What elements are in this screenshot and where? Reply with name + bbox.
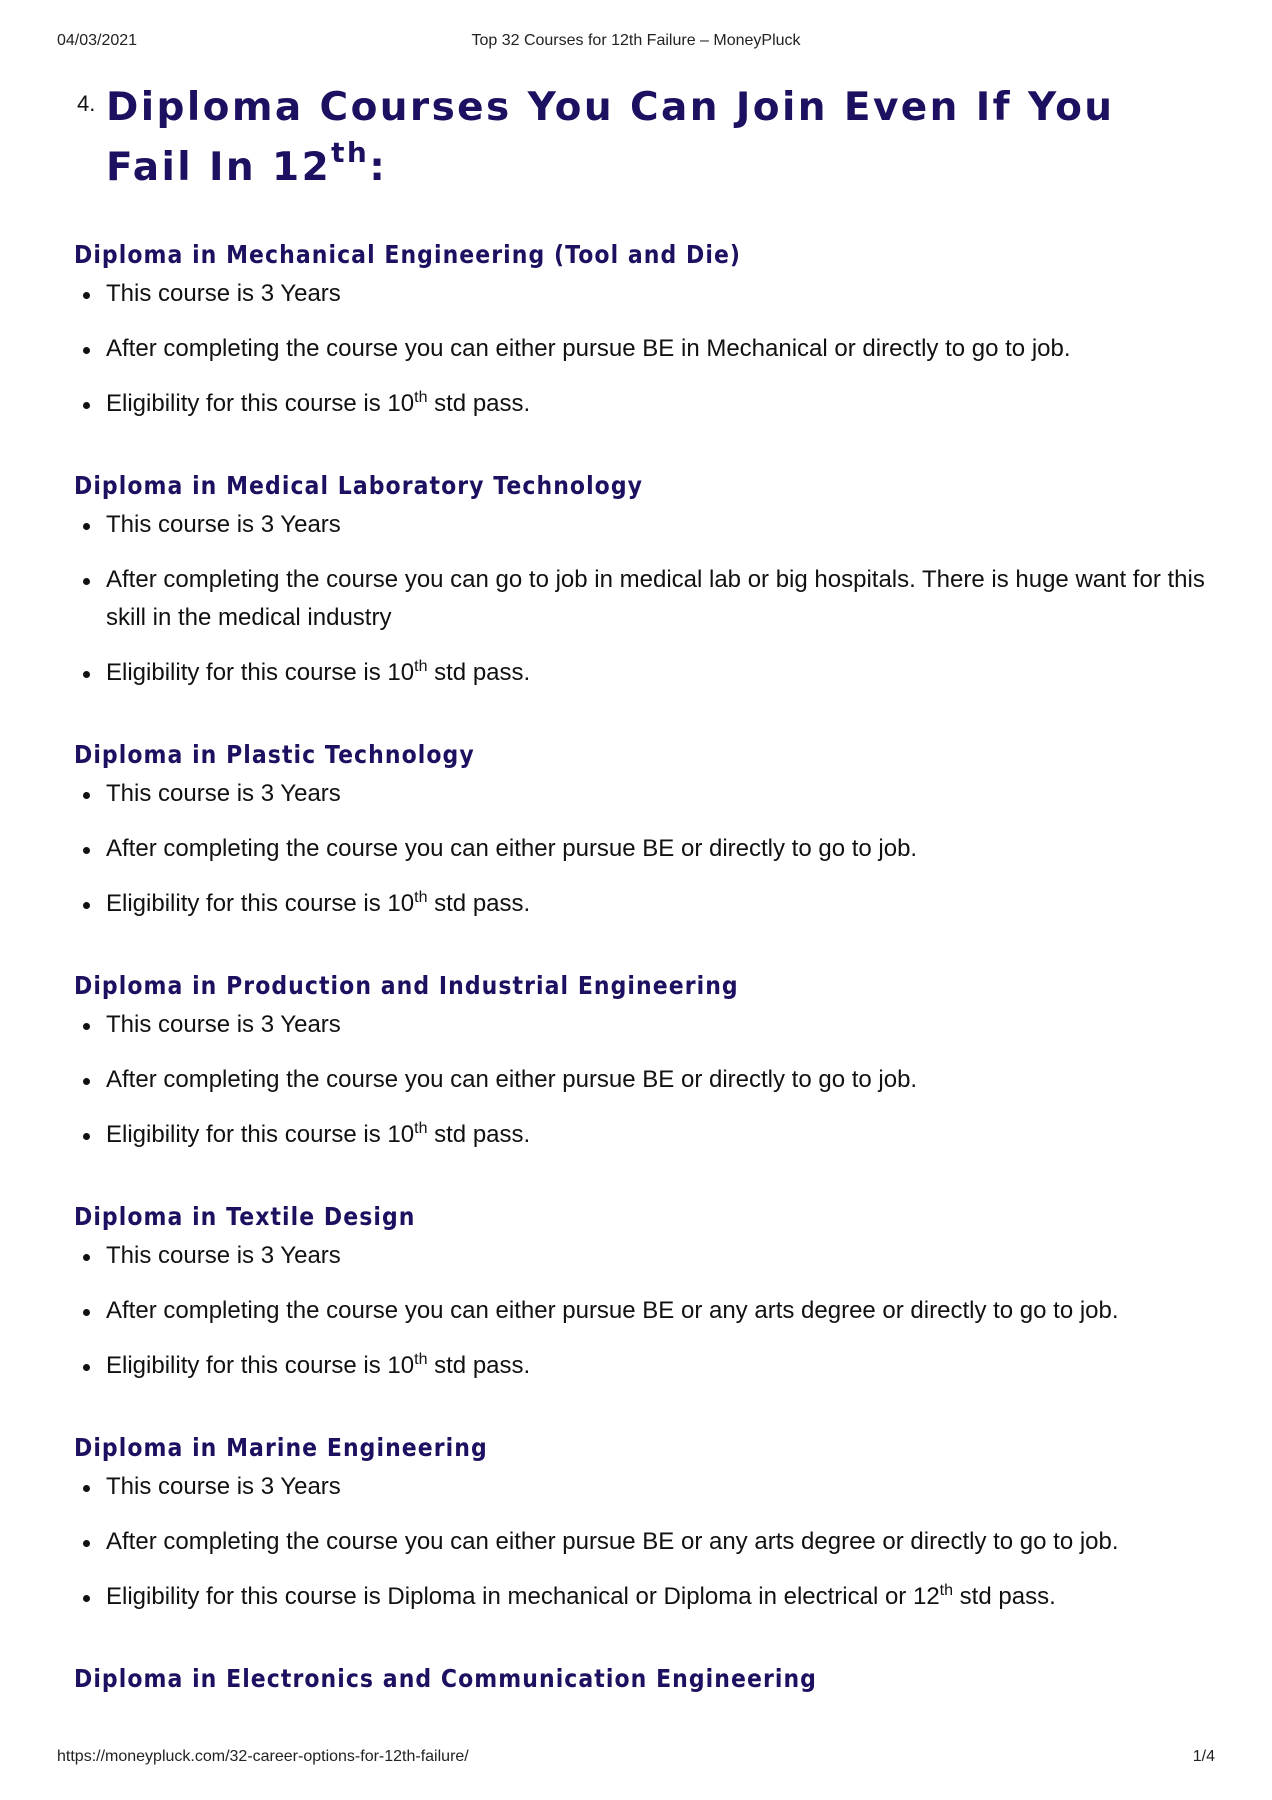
eligibility-sup: th [414,889,428,906]
course-details-list [74,1468,1214,1616]
eligibility-text: Eligibility for this course is Diploma in mechanical or Diploma in electrical or 12 [106,1583,940,1610]
course-section [74,1433,1214,1616]
eligibility-text: Eligibility for this course is 10 [106,659,415,686]
list-item: After completing the course you can either pursue BE in Mechanical or directly to go to job. [74,330,1214,368]
eligibility-sup: th [414,1351,428,1368]
heading-text: Diploma Courses You Can Join Even If You Fail In 12 [106,85,1115,190]
eligibility-text: Eligibility for this course is 10 [106,1352,415,1379]
list-item: After completing the course you can either pursue BE or any arts degree or directly to go to job. [74,1292,1214,1330]
course-title: Diploma in Plastic Technology [74,740,475,769]
list-item: This course is 3 Years [74,275,1214,313]
course-title: Diploma in Production and Industrial Engineering [74,971,739,1000]
list-item: This course is 3 Years [74,506,1214,544]
course-title: Diploma in Electronics and Communication Engineering [74,1664,817,1693]
article-content [74,78,1214,1694]
course-section [74,1202,1214,1385]
print-header [0,32,1272,52]
course-details-list [74,1006,1214,1154]
list-item: This course is 3 Years [74,1468,1214,1506]
eligibility-suffix: std pass. [427,1352,531,1379]
eligibility-suffix: std pass. [427,390,531,417]
print-url: https://moneypluck.com/32-career-options-for-12th-failure/ [57,1748,469,1765]
course-title: Diploma in Mechanical Engineering (Tool and Die) [74,240,742,269]
list-item [74,1347,1214,1385]
eligibility-suffix: std pass. [427,1121,531,1148]
course-section [74,1664,1214,1694]
print-date: 04/03/2021 [57,32,138,49]
eligibility-suffix: std pass. [953,1583,1056,1610]
course-section [74,240,1214,423]
eligibility-text: Eligibility for this course is 10 [106,390,415,417]
eligibility-sup: th [939,1582,954,1599]
heading-number: 4. [77,91,96,116]
course-title: Diploma in Textile Design [74,1202,416,1231]
course-details-list [74,775,1214,923]
eligibility-sup: th [414,389,428,406]
list-item [74,1578,1214,1616]
course-details-list [74,1237,1214,1385]
course-title: Diploma in Marine Engineering [74,1433,488,1462]
list-item: This course is 3 Years [74,1237,1214,1275]
eligibility-sup: th [414,1120,428,1137]
print-page-title: Top 32 Courses for 12th Failure – MoneyPluck [471,32,801,49]
list-item: After completing the course you can either pursue BE or directly to go to job. [74,1061,1214,1099]
list-item: This course is 3 Years [74,775,1214,813]
course-details-list [74,506,1214,692]
section-heading [74,78,1206,198]
eligibility-text: Eligibility for this course is 10 [106,1121,415,1148]
heading-suffix: : [369,145,388,190]
course-section [74,740,1214,923]
eligibility-sup: th [414,658,428,675]
page-number: 1/4 [1192,1748,1215,1765]
list-item [74,885,1214,923]
list-item: After completing the course you can either pursue BE or any arts degree or directly to go to job. [74,1523,1214,1561]
print-footer [0,1748,1272,1768]
eligibility-suffix: std pass. [427,659,531,686]
list-item: After completing the course you can either pursue BE or directly to go to job. [74,830,1214,868]
list-item [74,385,1214,423]
eligibility-suffix: std pass. [427,890,531,917]
list-item [74,1116,1214,1154]
course-title: Diploma in Medical Laboratory Technology [74,471,644,500]
course-section [74,471,1214,692]
list-item [74,654,1214,692]
course-section [74,971,1214,1154]
list-item: After completing the course you can go to job in medical lab or big hospitals. There is huge want for this skill in the medical industry [74,561,1214,637]
heading-sup: th [331,136,370,169]
eligibility-text: Eligibility for this course is 10 [106,890,415,917]
list-item: This course is 3 Years [74,1006,1214,1044]
course-details-list [74,275,1214,423]
